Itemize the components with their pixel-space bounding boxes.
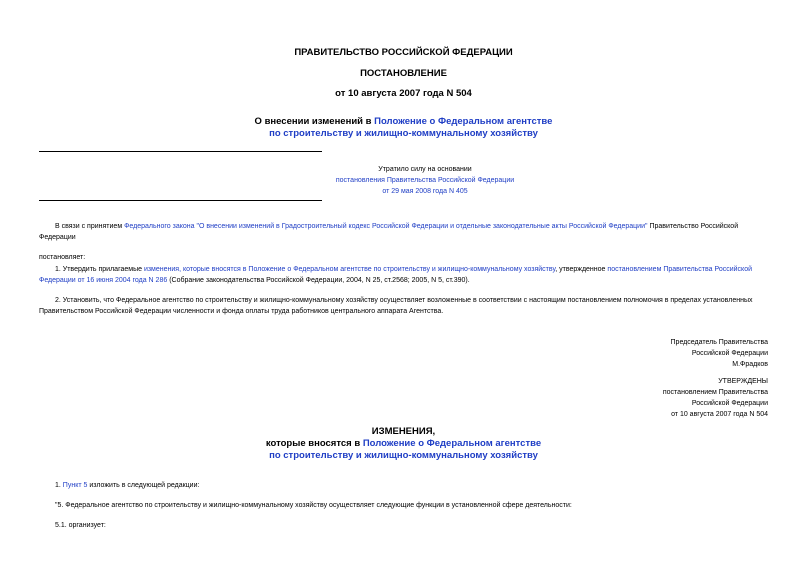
document-title bbox=[0, 116, 807, 140]
government-heading: ПРАВИТЕЛЬСТВО РОССИЙСКОЙ ФЕДЕРАЦИИ bbox=[294, 47, 513, 58]
item-2-paragraph: 2. Установить, что Федеральное агентство по строительству и жилищно-коммунальному хозяйству осуществляет возложенные в соответствии с настоящим постановлением полномочия в пределах установленных Правительством Российской Федерации численности и фонда оплаты труда работников центрального аппарата Агентства. bbox=[39, 297, 753, 315]
point5-pre: 1. bbox=[55, 482, 63, 489]
intro-pre: В связи с принятием bbox=[55, 223, 125, 230]
changes-regulation-link-line2[interactable]: по строительству и жилищно-коммунальному хозяйству bbox=[269, 450, 538, 461]
signature-block bbox=[548, 337, 768, 370]
changes-regulation-link[interactable]: Положение о Федеральном агентстве bbox=[362, 438, 542, 449]
changes-title: ИЗМЕНЕНИЯ, bbox=[371, 426, 436, 437]
title-regulation-link[interactable]: Положение о Федеральном агентстве bbox=[374, 116, 553, 127]
approved-block bbox=[548, 376, 768, 420]
item1-post: (Собрание законодательства Российской Федерации, 2004, N 25, ст.2568; 2005, N 5, ст.390). bbox=[167, 277, 470, 284]
organize-paragraph: 5.1. организует: bbox=[55, 522, 106, 529]
point-5-link[interactable]: Пункт 5 bbox=[62, 482, 88, 489]
changes-heading bbox=[0, 426, 807, 462]
approved-line-2: постановлением Правительства bbox=[662, 389, 768, 396]
changes-sub-prefix: которые вносятся в bbox=[265, 438, 363, 449]
lost-force-line: Утратило силу на основании bbox=[378, 166, 472, 173]
lost-force-decree-date-link[interactable]: от 29 мая 2008 года N 405 bbox=[382, 188, 468, 195]
decrees-paragraph: постановляет: bbox=[39, 254, 86, 261]
document-type: ПОСТАНОВЛЕНИЕ bbox=[360, 68, 447, 79]
quote-paragraph: "5. Федеральное агентство по строительству и жилищно-коммунальному хозяйству осуществляет следующие функции в установленной сфере деятельности: bbox=[55, 502, 572, 509]
federal-law-link[interactable]: Федерального закона "О внесении изменений в Градостроительный кодекс Российской Федерации и отдельные законодательные акты Российской Федерации" bbox=[124, 223, 648, 230]
signature-line-3: М.Фрадков bbox=[732, 361, 768, 368]
signature-line-2: Российской Федерации bbox=[691, 350, 768, 357]
document-date: от 10 августа 2007 года N 504 bbox=[335, 88, 472, 99]
point-5-paragraph bbox=[39, 480, 769, 491]
intro-post: Правительство Российской Федерации bbox=[39, 223, 739, 241]
point5-post: изложить в следующей редакции: bbox=[87, 482, 200, 489]
approved-line-3: Российской Федерации bbox=[691, 400, 768, 407]
item1-mid: , утвержденное bbox=[555, 266, 608, 273]
item-1-paragraph bbox=[39, 264, 769, 286]
intro-paragraph bbox=[39, 221, 769, 243]
changes-link[interactable]: изменения, которые вносятся в Положение о Федеральном агентстве по строительству и жилищно-коммунальному хозяйству bbox=[143, 266, 556, 273]
lost-force-decree-link[interactable]: постановления Правительства Российской Федерации bbox=[335, 177, 515, 184]
divider-top bbox=[39, 151, 322, 152]
title-prefix: О внесении изменений в bbox=[254, 116, 375, 127]
lost-force-note bbox=[330, 164, 520, 197]
decree-286-link[interactable]: постановлением Правительства Российской Федерации от 16 июня 2004 года N 286 bbox=[39, 266, 752, 284]
approved-line-4: от 10 августа 2007 года N 504 bbox=[671, 411, 768, 418]
approved-line-1: УТВЕРЖДЕНЫ bbox=[718, 378, 768, 385]
divider-bottom bbox=[39, 200, 322, 201]
title-regulation-link-line2[interactable]: по строительству и жилищно-коммунальному хозяйству bbox=[269, 128, 538, 139]
item1-pre: 1. Утвердить прилагаемые bbox=[55, 266, 144, 273]
signature-line-1: Председатель Правительства bbox=[670, 339, 768, 346]
